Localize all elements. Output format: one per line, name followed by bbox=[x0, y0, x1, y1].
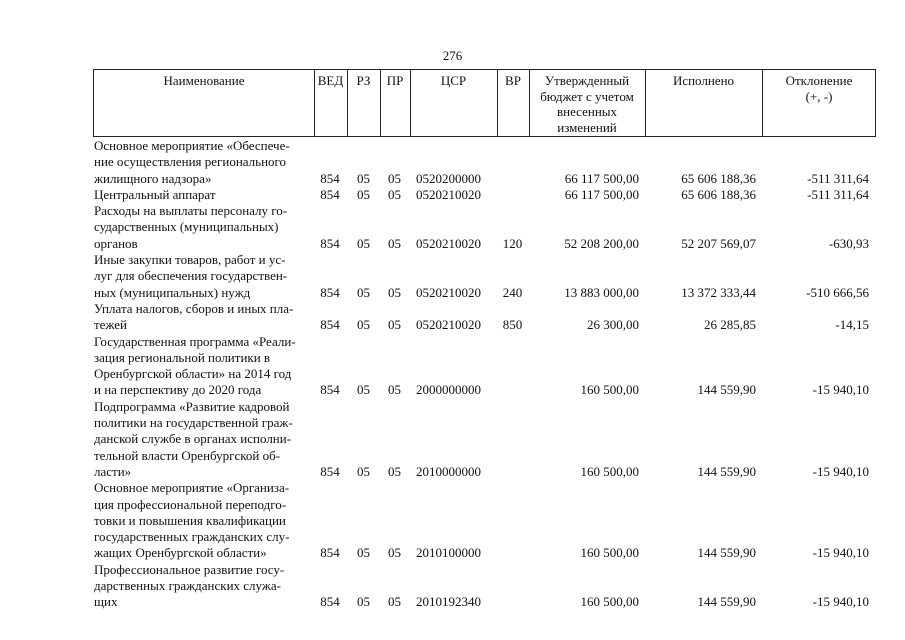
row-name-line: Профессиональное развитие госу- bbox=[94, 561, 285, 577]
cell-deviation: -511 311,64 bbox=[807, 186, 869, 202]
row-name-line: ние осуществления регионального bbox=[94, 154, 287, 170]
cell-budget: 52 208 200,00 bbox=[564, 235, 639, 251]
row-name-line: Подпрограмма «Развитие кадровой bbox=[94, 398, 290, 414]
row-name-line: Центральный аппарат bbox=[94, 186, 216, 202]
row-name-line: зация региональной политики в bbox=[94, 349, 271, 365]
cell-pr: 05 bbox=[388, 594, 401, 610]
row-name bbox=[94, 138, 314, 187]
cell-done: 144 559,90 bbox=[697, 545, 756, 561]
cell-csr: 0520210020 bbox=[416, 235, 481, 251]
header-deviation-line: (+, -) bbox=[805, 88, 833, 104]
row-name bbox=[94, 203, 314, 252]
cell-deviation: -630,93 bbox=[828, 235, 869, 251]
cell-csr: 0520210020 bbox=[416, 186, 481, 202]
row-name bbox=[94, 334, 314, 399]
cell-csr: 0520200000 bbox=[416, 170, 481, 186]
cell-budget: 66 117 500,00 bbox=[564, 186, 639, 202]
cell-csr: 2000000000 bbox=[416, 382, 481, 398]
header-rz: РЗ bbox=[356, 73, 371, 88]
cell-csr: 2010192340 bbox=[416, 594, 481, 610]
cell-vr: 850 bbox=[502, 317, 523, 333]
row-name-line: государственных гражданских слу- bbox=[94, 529, 290, 545]
cell-deviation: -15 940,10 bbox=[812, 463, 869, 479]
cell-budget: 160 500,00 bbox=[580, 594, 639, 610]
row-name-line: данской службе в органах исполни- bbox=[94, 431, 292, 447]
cell-ved: 854 bbox=[320, 594, 340, 610]
row-name-line: Расходы на выплаты персоналу го- bbox=[94, 203, 288, 219]
header-budget-line: внесенных bbox=[556, 104, 618, 119]
row-name-line: щих bbox=[94, 594, 118, 610]
cell-pr: 05 bbox=[388, 545, 401, 561]
cell-done: 13 372 333,44 bbox=[681, 284, 756, 300]
cell-csr: 2010100000 bbox=[416, 545, 481, 561]
header-deviation-line: Отклонение bbox=[785, 73, 853, 88]
cell-deviation: -14,15 bbox=[835, 317, 869, 333]
cell-ved: 854 bbox=[320, 317, 340, 333]
cell-rz: 05 bbox=[357, 382, 370, 398]
cell-deviation: -15 940,10 bbox=[812, 382, 869, 398]
cell-ved: 854 bbox=[320, 463, 340, 479]
cell-rz: 05 bbox=[357, 170, 370, 186]
cell-pr: 05 bbox=[388, 284, 401, 300]
row-name bbox=[94, 252, 314, 301]
row-name-line: Иные закупки товаров, работ и ус- bbox=[94, 252, 286, 268]
cell-budget: 160 500,00 bbox=[580, 382, 639, 398]
page-number: 276 bbox=[442, 48, 463, 63]
cell-budget: 160 500,00 bbox=[580, 545, 639, 561]
cell-pr: 05 bbox=[388, 186, 401, 202]
row-name-line: тельной власти Оренбургской об- bbox=[94, 447, 281, 463]
header-budget-line: Утвержденный bbox=[544, 73, 630, 88]
cell-deviation: -15 940,10 bbox=[812, 545, 869, 561]
cell-done: 65 606 188,36 bbox=[681, 186, 756, 202]
cell-ved: 854 bbox=[320, 284, 340, 300]
cell-pr: 05 bbox=[388, 382, 401, 398]
header-vr: ВР bbox=[505, 73, 521, 88]
row-name-line: ция профессиональной переподго- bbox=[94, 496, 287, 512]
cell-csr: 0520210020 bbox=[416, 284, 481, 300]
row-name-line: тежей bbox=[94, 317, 127, 333]
row-name bbox=[94, 301, 314, 334]
row-name-line: Государственная программа «Реали- bbox=[94, 333, 296, 349]
cell-pr: 05 bbox=[388, 235, 401, 251]
cell-deviation: -510 666,56 bbox=[806, 284, 869, 300]
row-name bbox=[94, 562, 314, 611]
cell-rz: 05 bbox=[357, 545, 370, 561]
header-budget-line: бюджет с учетом bbox=[540, 88, 634, 104]
cell-budget: 160 500,00 bbox=[580, 463, 639, 479]
header-deviation bbox=[762, 73, 876, 104]
cell-ved: 854 bbox=[320, 170, 340, 186]
row-name-line: Основное мероприятие «Организа- bbox=[94, 480, 290, 496]
header-name: Наименование bbox=[163, 73, 245, 88]
cell-rz: 05 bbox=[357, 594, 370, 610]
row-name-line: Основное мероприятие «Обеспече- bbox=[94, 138, 290, 153]
row-name-line: ласти» bbox=[94, 463, 132, 479]
cell-deviation: -15 940,10 bbox=[812, 594, 869, 610]
header-budget-line: изменений bbox=[557, 119, 617, 135]
row-name bbox=[94, 399, 314, 480]
row-name bbox=[94, 480, 314, 561]
cell-pr: 05 bbox=[388, 463, 401, 479]
cell-vr: 120 bbox=[502, 235, 523, 251]
header-done: Исполнено bbox=[672, 73, 735, 88]
header-budget bbox=[529, 73, 645, 135]
row-name bbox=[94, 187, 314, 203]
cell-csr: 2010000000 bbox=[416, 463, 481, 479]
cell-pr: 05 bbox=[388, 170, 401, 186]
cell-csr: 0520210020 bbox=[416, 317, 481, 333]
header-ved: ВЕД bbox=[317, 73, 344, 88]
cell-pr: 05 bbox=[388, 317, 401, 333]
cell-done: 52 207 569,07 bbox=[681, 235, 756, 251]
cell-budget: 26 300,00 bbox=[587, 317, 639, 333]
row-name-line: Оренбургской области» на 2014 год bbox=[94, 366, 292, 382]
header-pr: ПР bbox=[386, 73, 404, 88]
cell-deviation: -511 311,64 bbox=[807, 170, 869, 186]
row-name-line: товки и повышения квалификации bbox=[94, 512, 286, 528]
row-name-line: жащих Оренбургской области» bbox=[94, 545, 267, 561]
header-csr: ЦСР bbox=[440, 73, 467, 88]
row-name-line: жилищного надзора» bbox=[94, 170, 212, 186]
cell-rz: 05 bbox=[357, 186, 370, 202]
cell-rz: 05 bbox=[357, 463, 370, 479]
cell-rz: 05 bbox=[357, 284, 370, 300]
row-name-line: Уплата налогов, сборов и иных пла- bbox=[94, 301, 294, 316]
row-name-line: ных (муниципальных) нужд bbox=[94, 284, 251, 300]
cell-done: 26 285,85 bbox=[704, 317, 756, 333]
cell-ved: 854 bbox=[320, 235, 340, 251]
row-name-line: и на перспективу до 2020 года bbox=[94, 382, 262, 398]
cell-rz: 05 bbox=[357, 235, 370, 251]
cell-budget: 66 117 500,00 bbox=[564, 170, 639, 186]
cell-ved: 854 bbox=[320, 186, 340, 202]
cell-ved: 854 bbox=[320, 382, 340, 398]
row-name-line: политики на государственной граж- bbox=[94, 415, 293, 431]
cell-done: 144 559,90 bbox=[697, 463, 756, 479]
cell-ved: 854 bbox=[320, 545, 340, 561]
cell-done: 144 559,90 bbox=[697, 382, 756, 398]
row-name-line: органов bbox=[94, 235, 138, 251]
row-name-line: дарственных гражданских служа- bbox=[94, 578, 281, 594]
cell-budget: 13 883 000,00 bbox=[564, 284, 639, 300]
table-header bbox=[93, 69, 876, 137]
cell-done: 144 559,90 bbox=[697, 594, 756, 610]
cell-rz: 05 bbox=[357, 317, 370, 333]
row-name-line: сударственных (муниципальных) bbox=[94, 219, 279, 235]
cell-done: 65 606 188,36 bbox=[681, 170, 756, 186]
cell-vr: 240 bbox=[502, 284, 523, 300]
row-name-line: луг для обеспечения государствен- bbox=[94, 268, 288, 284]
